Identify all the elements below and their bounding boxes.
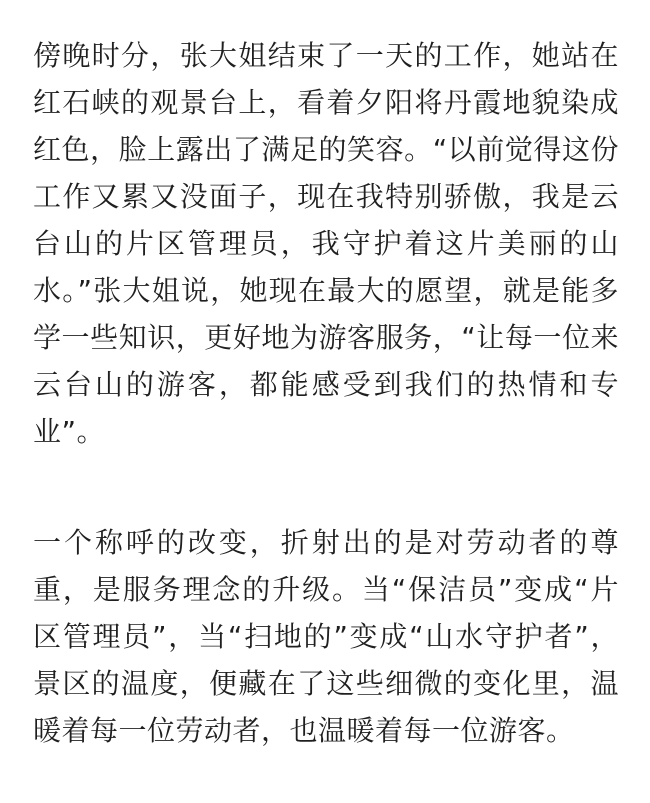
- paragraph-1: 傍晚时分，张大姐结束了一天的工作，她站在红石峡的观景台上，看着夕阳将丹霞地貌染成红色，脸上露出了满足的笑容。“以前觉得这份工作又累又没面子，现在我特别骄傲，我是云台山的片区管理员，我守护着这片美丽的山水。”张大姐说，她现在最大的愿望，就是能多学一些知识，更好地为游客服务，“让每一位来云台山的游客，都能感受到我们的热情和专业”。: [33, 39, 619, 448]
- article-body: [33, 32, 619, 754]
- paragraph-2: 一个称呼的改变，折射出的是对劳动者的尊重，是服务理念的升级。当“保洁员”变成“片区管理员”，当“扫地的”变成“山水守护者”，景区的温度，便藏在了这些细微的变化里，温暖着每一位劳动者，也温暖着每一位游客。: [33, 526, 619, 747]
